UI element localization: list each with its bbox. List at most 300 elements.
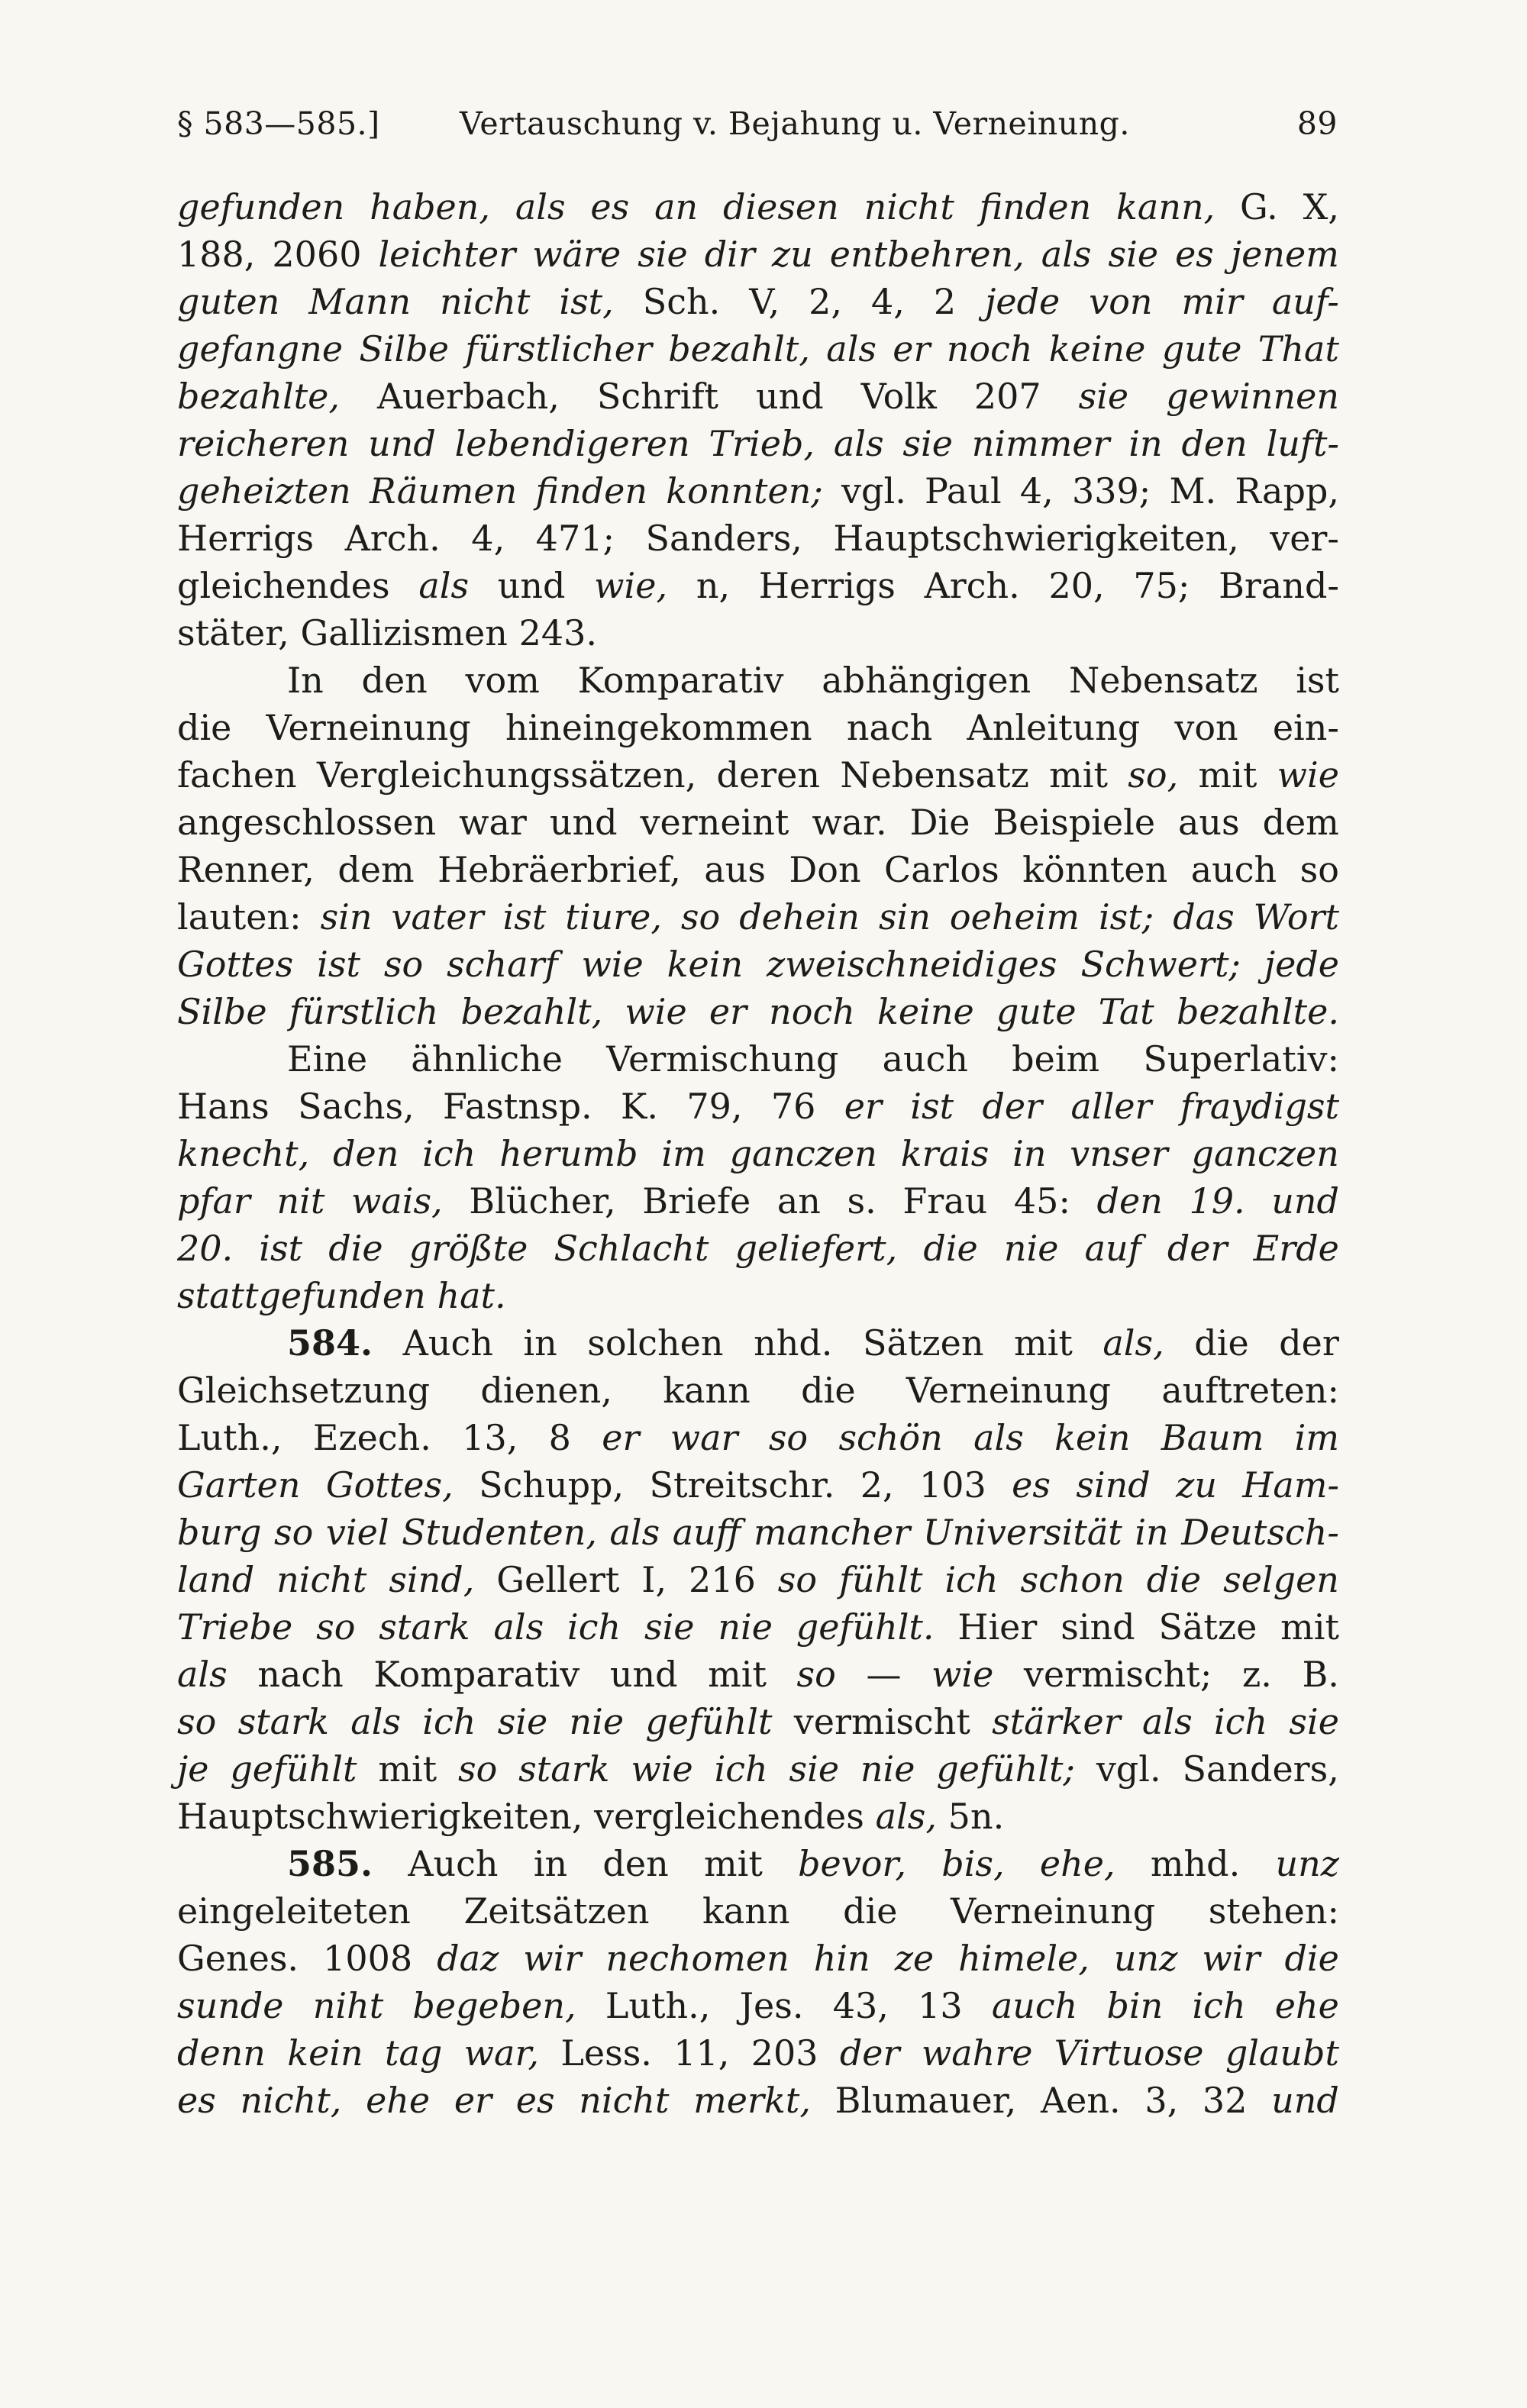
word: 2, (860, 1464, 894, 1506)
word: Arch. (344, 518, 441, 559)
word: dehein (739, 896, 860, 938)
word: Wort (1253, 896, 1339, 938)
word: 11, (673, 2032, 730, 2074)
word: ich (1214, 1701, 1268, 1742)
word: auch (991, 1985, 1078, 2026)
word: lauten: (177, 896, 302, 938)
word: den (602, 1843, 669, 1884)
word: ich (944, 1559, 999, 1600)
word: kein (287, 2032, 363, 2074)
word: Sätze (1158, 1606, 1257, 1648)
word: bis, (941, 1843, 1005, 1884)
word: ehe, (1039, 1843, 1115, 1884)
word: Renner, (177, 849, 315, 890)
word: wais, (350, 1180, 443, 1222)
word: von (1174, 707, 1238, 748)
word: fürstlicher (465, 328, 652, 370)
word: stattgefunden (177, 1275, 426, 1316)
word: Vergleichungssätzen, (316, 754, 697, 796)
word: mit (1280, 1606, 1339, 1648)
word: als (350, 1701, 402, 1742)
word: vom (465, 660, 540, 701)
word: Anleitung (967, 707, 1141, 748)
text-line (177, 183, 1339, 231)
word: Paul (925, 470, 1002, 512)
section-reference: § 583—585.] (177, 105, 380, 142)
word: sind (1076, 1464, 1151, 1506)
word: es (1012, 1464, 1051, 1506)
word: ist (259, 1228, 303, 1269)
word: Auerbach, (376, 376, 560, 417)
word: den (1096, 1180, 1163, 1222)
word: stark (518, 1748, 610, 1790)
word: land (177, 1559, 255, 1600)
word: leichter (378, 234, 516, 275)
word: wie (625, 991, 687, 1032)
word: Nebensatz (840, 754, 1029, 796)
word: stehen: (1208, 1890, 1339, 1932)
word: kann (702, 1890, 790, 1932)
word: als (418, 565, 470, 606)
word: in (1135, 1512, 1169, 1553)
word: als (1141, 1701, 1193, 1742)
word: als, (875, 1796, 937, 1837)
paragraph-number: 584. (287, 1322, 373, 1364)
text-line (177, 1509, 1339, 1556)
word: 13, (462, 1417, 518, 1458)
word: kann, (1116, 186, 1215, 228)
word: der (982, 1086, 1043, 1127)
word: der (839, 2032, 900, 2074)
word: Brand- (1219, 565, 1339, 606)
word: war. (812, 802, 887, 843)
word: Virtuose (1054, 2032, 1204, 2074)
text-line (177, 2077, 1339, 2124)
word: 19. (1189, 1180, 1245, 1222)
word: sie (1078, 376, 1129, 417)
word: bevor, (798, 1843, 906, 1884)
word: denn (177, 2032, 266, 2074)
word: 4, (471, 518, 505, 559)
word: Carlos (884, 849, 999, 890)
word: Herrigs (758, 565, 896, 606)
text-line (177, 562, 1339, 609)
word: als (515, 186, 566, 228)
word: X, (1303, 186, 1339, 228)
word: nimmer (971, 423, 1110, 464)
word: 1008 (323, 1938, 413, 1979)
word: Gottes (177, 944, 294, 985)
word: an (654, 186, 699, 228)
word: nechomen (605, 1938, 789, 1979)
word: Trieb, (709, 423, 815, 464)
word: als (493, 1606, 544, 1648)
text-line (177, 657, 1339, 704)
word: V, (749, 281, 780, 322)
word: eingeleiteten (177, 1890, 411, 1932)
text-line (177, 1367, 1339, 1414)
word: ist (502, 896, 547, 938)
word: Hans (177, 1086, 270, 1127)
word: so (458, 1748, 498, 1790)
word: ich (422, 1133, 476, 1174)
word: stark (379, 1606, 470, 1648)
word: Silbe (177, 991, 267, 1032)
word: gefühlt (645, 1701, 773, 1742)
word: 2, (809, 281, 842, 322)
word: wie (581, 944, 644, 985)
word: ze (894, 1938, 935, 1979)
word: die (843, 1890, 898, 1932)
body-text (177, 183, 1339, 2397)
word: hin (813, 1938, 870, 1979)
word: Hier (957, 1606, 1038, 1648)
word: Superlativ: (1143, 1038, 1339, 1080)
word: Genes. (177, 1938, 299, 1979)
word: war (670, 1417, 738, 1458)
word: reicheren (177, 423, 350, 464)
word: pfar (177, 1180, 250, 1222)
word: mit (378, 1748, 437, 1790)
word: wie, (594, 565, 668, 606)
word: ich (1192, 1985, 1246, 2026)
word: Arch. (924, 565, 1020, 606)
word: konnten; (666, 470, 823, 512)
text-line (177, 231, 1339, 278)
word: gewinnen (1166, 376, 1339, 417)
word: unz (1275, 1843, 1339, 1884)
word: noch (946, 328, 1033, 370)
word: gute (1161, 328, 1242, 370)
word: Don (789, 849, 861, 890)
word: 4, (870, 281, 905, 322)
word: auf (1084, 1228, 1141, 1269)
word: vermischt; (1023, 1654, 1212, 1695)
word: Vermischung (606, 1038, 839, 1080)
word: himele, (958, 1938, 1090, 1979)
word: 339; (1071, 470, 1151, 512)
word: krais (900, 1133, 989, 1174)
word: 75; (1133, 565, 1190, 606)
word: Fastnsp. (443, 1086, 592, 1127)
word: nicht, (240, 2080, 342, 2121)
word: Verneinung (906, 1370, 1111, 1411)
word: sie (1289, 1701, 1339, 1742)
text-line (177, 1177, 1339, 1225)
word: in (533, 1843, 568, 1884)
text-line (177, 1887, 1339, 1935)
text-line (177, 1651, 1339, 1698)
word: Less. (560, 2032, 652, 2074)
word: hat. (437, 1275, 506, 1316)
word: Streitschr. (649, 1464, 835, 1506)
word: Briefe (642, 1180, 751, 1222)
word: nie (569, 1701, 625, 1742)
word: Frau (902, 1180, 988, 1222)
word: zweischneidiges (767, 944, 1057, 985)
word: Auch (408, 1843, 499, 1884)
word: Gleichsetzung (177, 1370, 431, 1411)
word: er (844, 1086, 882, 1127)
word: stärker (992, 1701, 1121, 1742)
word: sind, (389, 1559, 475, 1600)
word: 8 (548, 1417, 571, 1458)
text-line (177, 467, 1339, 515)
word: es (177, 2080, 216, 2121)
word: nicht (864, 186, 954, 228)
word: so (796, 1654, 836, 1695)
word: mit (1049, 754, 1108, 796)
word: 13 (918, 1985, 963, 2026)
word: so (316, 1606, 356, 1648)
word: war (459, 802, 527, 843)
word: Luth., (177, 1417, 282, 1458)
text-line (177, 1461, 1339, 1509)
word: Ham- (1242, 1464, 1339, 1506)
word: sin (879, 896, 931, 938)
word: haben, (370, 186, 491, 228)
word: begeben, (412, 1985, 576, 2026)
word: jede (985, 281, 1061, 322)
word: bezahlte. (1176, 991, 1339, 1032)
word: B. (1302, 1654, 1339, 1695)
word: es (1175, 234, 1214, 275)
word: er (709, 991, 747, 1032)
text-line (177, 515, 1339, 562)
word: finden (535, 470, 648, 512)
word: Blumauer, (835, 2080, 1017, 2121)
paragraph-number: 585. (287, 1843, 373, 1884)
word: Gallizismen (300, 612, 508, 654)
word: größte (408, 1228, 528, 1269)
word: Sanders, (1182, 1748, 1339, 1790)
word: es (515, 2080, 555, 2121)
word: 2 (933, 281, 957, 322)
word: gefühlt; (936, 1748, 1075, 1790)
word: so (777, 1559, 818, 1600)
word: so (1299, 849, 1339, 890)
word: 207 (973, 376, 1041, 417)
word: daz (437, 1938, 499, 1979)
word: Schupp, (479, 1464, 625, 1506)
text-line (177, 373, 1339, 420)
word: vgl. (841, 470, 906, 512)
word: merkt, (693, 2080, 811, 2121)
word: Rapp, (1235, 470, 1339, 512)
word: Beispiele (993, 802, 1156, 843)
word: aller (1070, 1086, 1152, 1127)
word: Gottes, (325, 1464, 454, 1506)
word: z. (1242, 1654, 1272, 1695)
word: den (333, 1133, 399, 1174)
word: und (549, 802, 618, 843)
word: die (1284, 1938, 1339, 1979)
word: in (1012, 1133, 1047, 1174)
word: kann (663, 1370, 751, 1411)
word: als (609, 1512, 660, 1553)
word: Garten (177, 1464, 301, 1506)
word: ist (910, 1086, 954, 1127)
word: noch (769, 991, 855, 1032)
word: ganczen (729, 1133, 877, 1174)
word: zu (771, 234, 813, 275)
word: er (602, 1417, 640, 1458)
text-line (177, 751, 1339, 799)
word: Erde (1253, 1228, 1339, 1269)
word: Schlacht (554, 1228, 709, 1269)
word: vgl. (1096, 1748, 1161, 1790)
text-line (177, 1414, 1339, 1461)
word: diesen (722, 186, 839, 228)
word: Verneinung (266, 707, 471, 748)
word: und (1271, 2080, 1339, 2121)
word: und (1271, 1180, 1339, 1222)
word: als (1041, 234, 1092, 275)
word: keine (877, 991, 974, 1032)
word: abhängigen (822, 660, 1031, 701)
text-line (177, 893, 1339, 941)
word: dem (337, 849, 415, 890)
word: ganczen (1191, 1133, 1339, 1174)
word: ehe (1274, 1985, 1339, 2026)
running-title: Vertauschung v. Bejahung u. Verneinung. (460, 105, 1130, 142)
word: niht (312, 1985, 384, 2026)
word: angeschlossen (177, 802, 437, 843)
word: an (776, 1180, 821, 1222)
word: 5n. (948, 1796, 1005, 1837)
word: Tat (1098, 991, 1154, 1032)
word: fürstlich (289, 991, 439, 1032)
word: als, (1102, 1322, 1164, 1364)
word: luft- (1266, 423, 1339, 464)
word: Sch. (642, 281, 721, 322)
word: ein- (1272, 707, 1339, 748)
text-line (177, 1698, 1339, 1745)
word: 76 (770, 1086, 816, 1127)
word: wir (1202, 1938, 1261, 1979)
word: hineingekommen (505, 707, 812, 748)
word: herumb (499, 1133, 638, 1174)
text-line (177, 1319, 1339, 1367)
text-line (177, 1272, 1339, 1319)
word: verneint (640, 802, 789, 843)
word: scharf (447, 944, 558, 985)
word: solchen (587, 1322, 724, 1364)
word: Hebräerbrief, (437, 849, 681, 890)
word: das (1173, 896, 1235, 938)
word: im (1294, 1417, 1339, 1458)
word: lebendigeren (454, 423, 690, 464)
word: nach (257, 1654, 344, 1695)
word: Verneinung (951, 1890, 1156, 1932)
text-line (177, 1745, 1339, 1793)
word: nie (1003, 1228, 1059, 1269)
word: so (177, 1701, 217, 1742)
word: mit (703, 1843, 763, 1884)
word: Sachs, (298, 1086, 415, 1127)
word: burg (177, 1512, 262, 1553)
word: ich (714, 1748, 768, 1790)
word: sunde (177, 1985, 284, 2026)
word: und (755, 376, 824, 417)
word: so (680, 896, 721, 938)
word: dem (1262, 802, 1339, 843)
word: schön (838, 1417, 943, 1458)
word: Deutsch- (1181, 1512, 1339, 1553)
word: 43, (832, 1985, 889, 2026)
word: entbehren, (829, 234, 1025, 275)
text-line (177, 1130, 1339, 1177)
word: Eine (287, 1038, 368, 1080)
word: sie (644, 1606, 695, 1648)
word: die (801, 1370, 856, 1411)
word: auftreten: (1161, 1370, 1339, 1411)
word: nicht (276, 1559, 367, 1600)
word: Silbe (359, 328, 449, 370)
word: die (1146, 1559, 1202, 1600)
word: es (590, 186, 630, 228)
word: mit (1198, 754, 1257, 796)
word: der (1279, 1322, 1339, 1364)
word: 79, (686, 1086, 743, 1127)
word: unz (1113, 1938, 1178, 1979)
word: auf- (1271, 281, 1339, 322)
word: aus (704, 849, 766, 890)
word: 188, (177, 234, 256, 275)
word: Sätzen (862, 1322, 984, 1364)
word: je (177, 1748, 209, 1790)
text-line (177, 1225, 1339, 1272)
word: auff (672, 1512, 741, 1553)
word: bezahlte, (177, 376, 340, 417)
word: glaubt (1225, 2032, 1339, 2074)
word: mir (1181, 281, 1243, 322)
text-line (177, 1935, 1339, 1982)
page-number: 89 (1296, 105, 1338, 142)
word: sie (902, 423, 953, 464)
word: sind (1061, 1606, 1135, 1648)
word: 20, (1048, 565, 1105, 606)
word: sie (1108, 234, 1159, 275)
text-line (177, 325, 1339, 373)
word: Jes. (739, 1985, 804, 2026)
word: sie (789, 1748, 840, 1790)
word: mhd. (1150, 1843, 1241, 1884)
word: n, (696, 565, 731, 606)
running-header (177, 105, 1338, 151)
word: wie (631, 1748, 693, 1790)
word: geheizten (177, 470, 351, 512)
word: gleichendes (177, 565, 390, 606)
text-line (177, 1840, 1339, 1887)
word: von (1089, 281, 1153, 322)
word: schon (1020, 1559, 1125, 1600)
word: 45: (1013, 1180, 1070, 1222)
word: 20. (177, 1228, 234, 1269)
word: und (497, 565, 566, 606)
word: vater (391, 896, 484, 938)
word: mit (708, 1654, 767, 1695)
word: tag (384, 2032, 443, 2074)
word: Nebensatz (1068, 660, 1258, 701)
word: zu (1176, 1464, 1217, 1506)
word: Universität (922, 1512, 1122, 1553)
text-line (177, 1083, 1339, 1130)
word: Hauptschwierigkeiten, (833, 518, 1239, 559)
word: stäter, (177, 612, 289, 654)
word: Schwert; (1080, 944, 1241, 985)
word: in (523, 1322, 557, 1364)
